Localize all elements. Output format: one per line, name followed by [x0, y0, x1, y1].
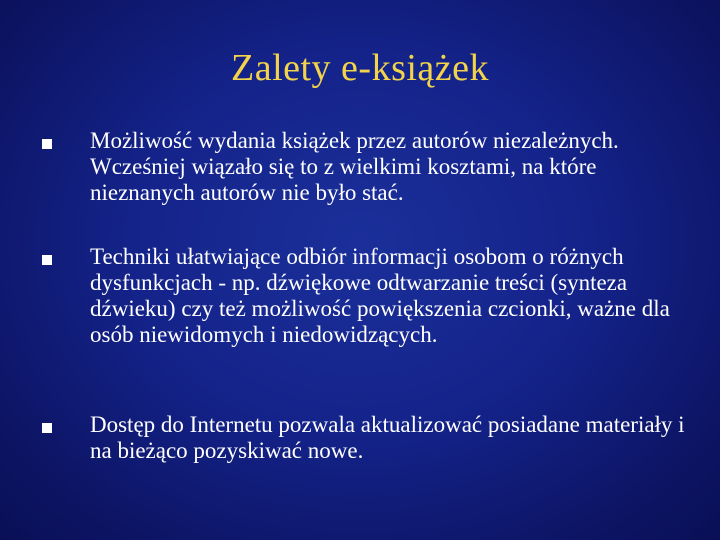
square-bullet-icon [42, 423, 52, 433]
slide-title: Zalety e-książek [230, 47, 490, 89]
bullet-text: Techniki ułatwiające odbiór informacji osobom o różnych dysfunkcjach - np. dźwiękowe odtwarzanie treści (synteza dźwieku) czy też możliwość powiększenia czcionki, ważne dla osób niewidomych i niedowidzących. [90, 244, 670, 347]
square-bullet-icon [42, 255, 52, 265]
square-bullet-icon [42, 139, 52, 149]
bullet-text: Możliwość wydania książek przez autorów niezależnych. Wcześniej wiązało się to z wielkimi kosztami, na które nieznanych autorów nie było stać. [90, 128, 619, 205]
bullet-text: Dostęp do Internetu pozwala aktualizować posiadane materiały i na bieżąco pozyskiwać nowe. [90, 412, 685, 463]
